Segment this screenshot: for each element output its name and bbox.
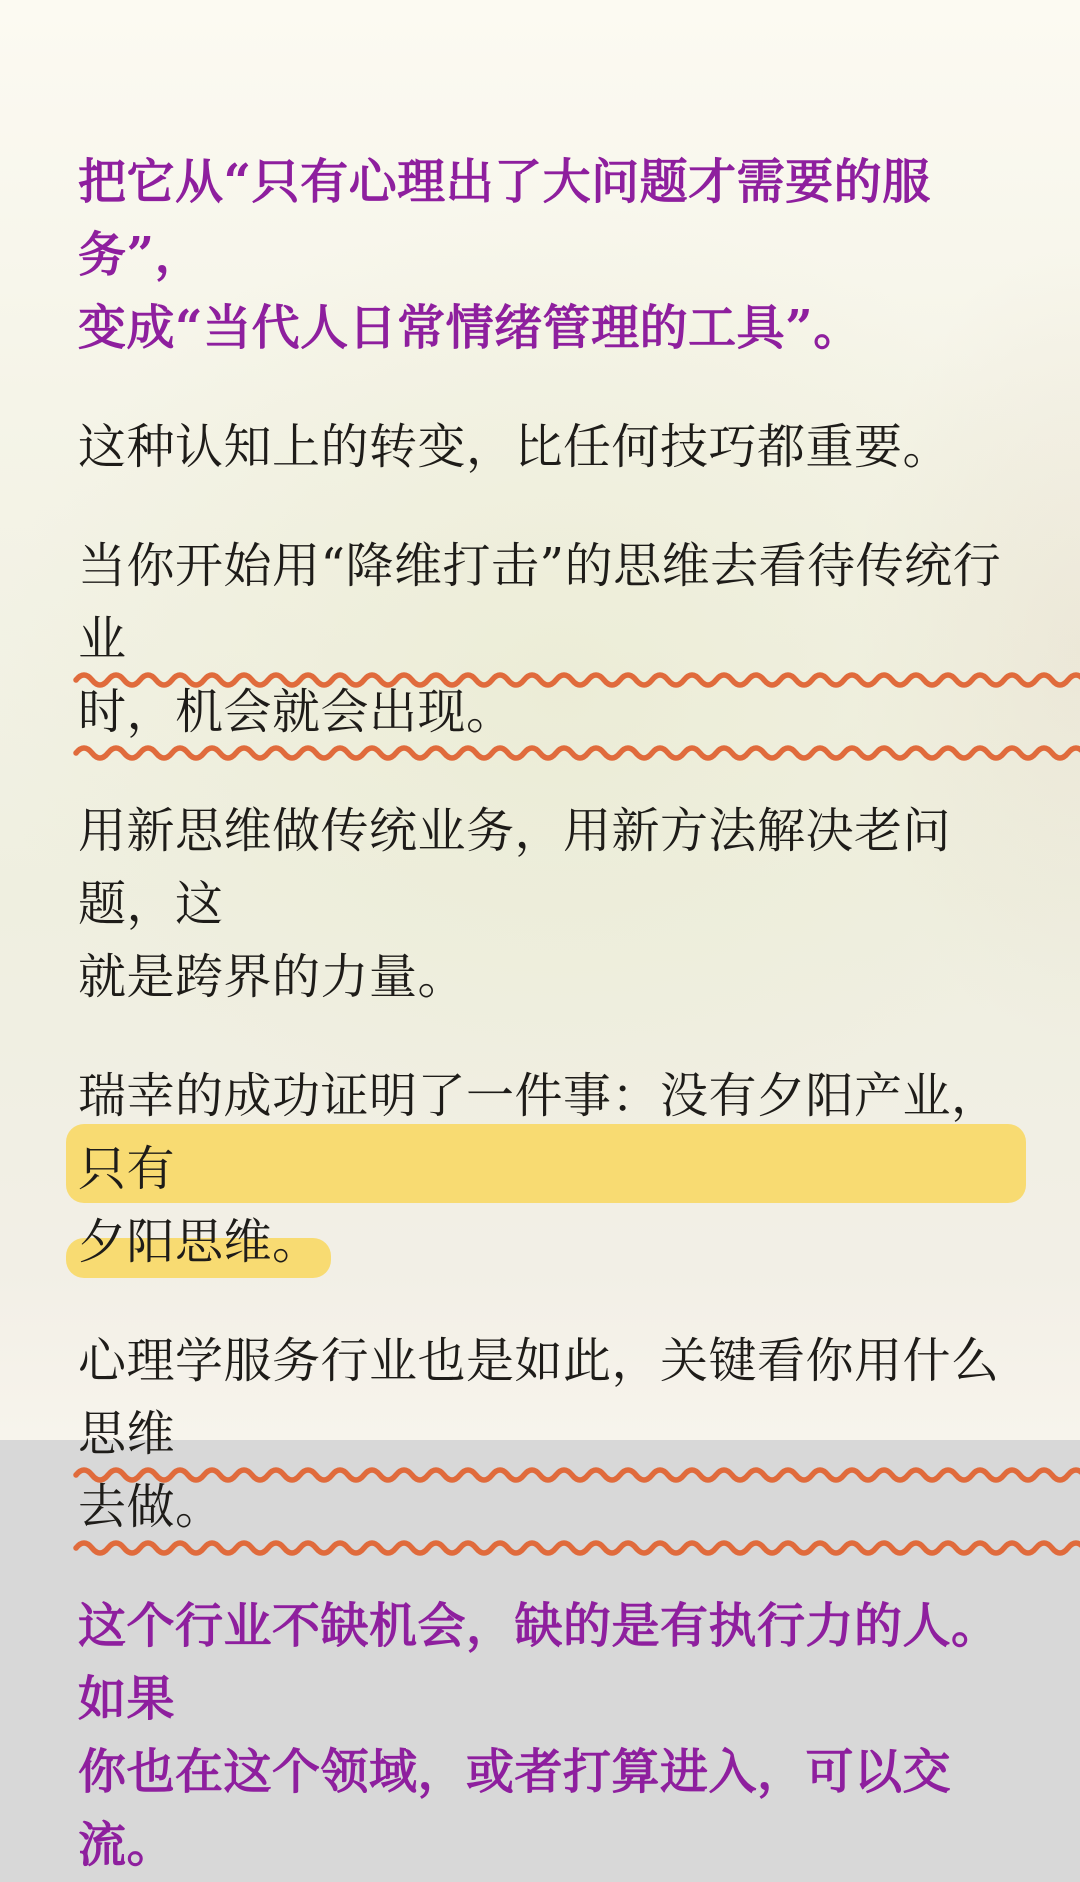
text-line: 用新思维做传统业务，用新方法解决老问题，这 xyxy=(78,803,952,932)
wavy-underline-decoration xyxy=(74,1537,228,1559)
text-line: 这种认知上的转变，比任何技巧都重要。 xyxy=(78,419,952,475)
text-line: 变成“当代人日常情绪管理的工具”。 xyxy=(78,300,862,356)
text-line: 你也在这个领域，或者打算进入，可以交流。 xyxy=(78,1744,952,1873)
text-line: 夕阳思维。 xyxy=(78,1206,1016,1279)
text-line: 时，机会就会出现。 xyxy=(78,676,1016,749)
text-line: 就是跨界的力量。 xyxy=(78,949,467,1005)
paragraph-call-to-action xyxy=(78,1590,1016,1882)
paragraph-psychology-industry xyxy=(78,1325,1016,1544)
text-line: 当你开始用“降维打击”的思维去看待传统行业 xyxy=(78,530,1016,676)
text-line: 瑞幸的成功证明了一件事：没有夕阳产业，只有 xyxy=(78,1060,1016,1206)
paragraph-crossover-power xyxy=(78,795,1016,1014)
text-line: 心理学服务行业也是如此，关键看你用什么思维 xyxy=(78,1325,1016,1471)
text-line: 把它从“只有心理出了大问题才需要的服务”， xyxy=(78,154,931,283)
text-line: 这个行业不缺机会，缺的是有执行力的人。如果 xyxy=(78,1598,1000,1727)
paragraph-luckin-proof xyxy=(78,1060,1016,1279)
text-line: 去做。 xyxy=(78,1471,1016,1544)
yellow-highlight-marker xyxy=(66,1124,1026,1203)
wavy-underline-decoration xyxy=(74,742,519,764)
paragraph-reframe-service xyxy=(78,146,1016,365)
paragraph-dimension-strike xyxy=(78,530,1016,749)
paragraph-cognitive-shift xyxy=(78,411,1016,484)
